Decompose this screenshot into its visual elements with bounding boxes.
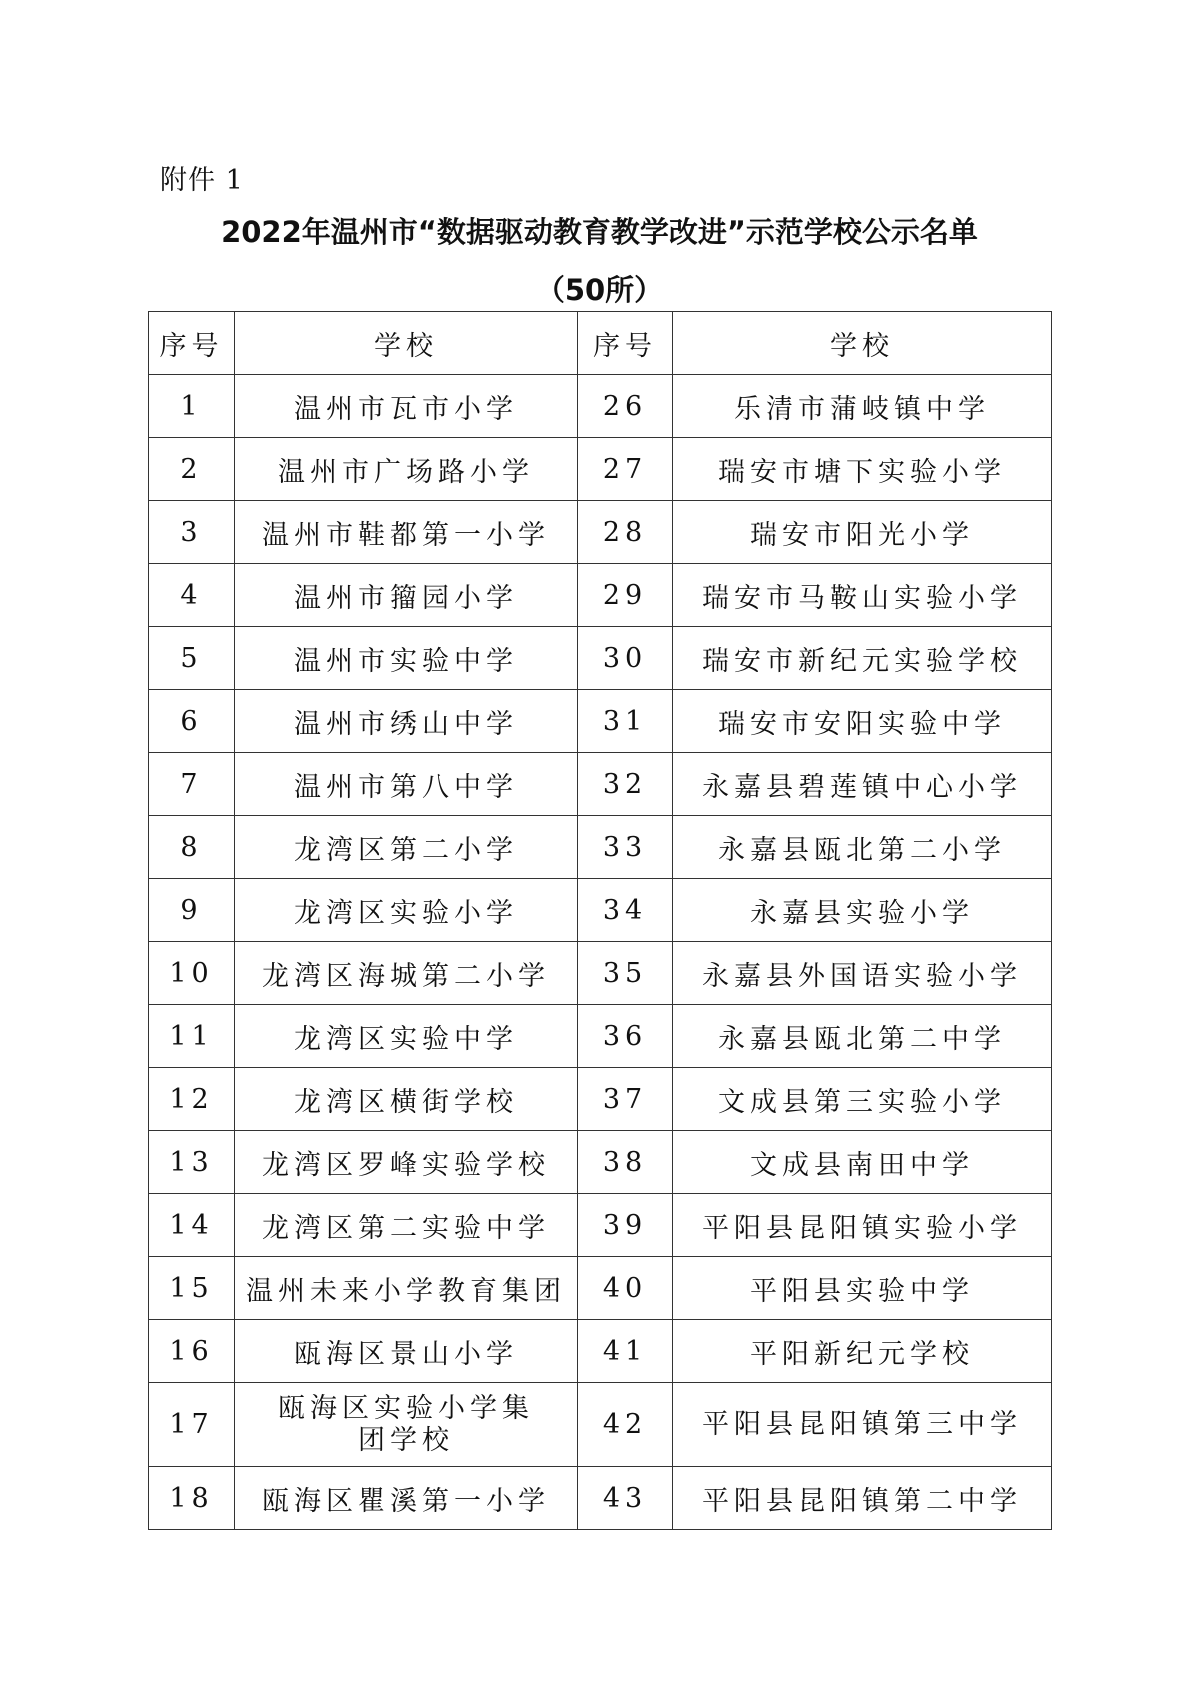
- school-name-left: 温州未来小学教育集团: [235, 1257, 578, 1320]
- school-name-right: 永嘉县外国语实验小学: [673, 942, 1052, 1005]
- school-name-left: 龙湾区第二小学: [235, 816, 578, 879]
- row-number-right: 33: [578, 816, 673, 879]
- row-number-right: 34: [578, 879, 673, 942]
- table-row: [149, 627, 1052, 690]
- row-number-right: 36: [578, 1005, 673, 1068]
- table-row: [149, 942, 1052, 1005]
- school-name-left: 龙湾区海城第二小学: [235, 942, 578, 1005]
- row-number-left: 17: [149, 1383, 235, 1467]
- table-row: [149, 1257, 1052, 1320]
- row-number-right: 29: [578, 564, 673, 627]
- document-subtitle: （50所）: [535, 273, 664, 307]
- school-name-left: 龙湾区实验小学: [235, 879, 578, 942]
- school-name-right: 永嘉县瓯北第二小学: [673, 816, 1052, 879]
- row-number-left: 16: [149, 1320, 235, 1383]
- row-number-right: 30: [578, 627, 673, 690]
- school-name-right: 文成县第三实验小学: [673, 1068, 1052, 1131]
- document-title: 2022年温州市“数据驱动教育教学改进”示范学校公示名单: [221, 215, 978, 249]
- row-number-left: 4: [149, 564, 235, 627]
- table-row: [149, 564, 1052, 627]
- table-row: [149, 879, 1052, 942]
- header-number-left: 序号: [149, 312, 235, 375]
- school-name-right: 平阳县昆阳镇实验小学: [673, 1194, 1052, 1257]
- school-list-table: [148, 311, 1052, 1530]
- school-name-right: 瑞安市新纪元实验学校: [673, 627, 1052, 690]
- row-number-left: 7: [149, 753, 235, 816]
- row-number-left: 9: [149, 879, 235, 942]
- school-name-left: 温州市鞋都第一小学: [235, 501, 578, 564]
- school-name-right: 平阳县实验中学: [673, 1257, 1052, 1320]
- row-number-right: 26: [578, 375, 673, 438]
- school-name-left: 温州市籀园小学: [235, 564, 578, 627]
- table-row: [149, 438, 1052, 501]
- row-number-right: 37: [578, 1068, 673, 1131]
- row-number-left: 15: [149, 1257, 235, 1320]
- school-name-right: 永嘉县实验小学: [673, 879, 1052, 942]
- school-name-left: 温州市第八中学: [235, 753, 578, 816]
- row-number-right: 41: [578, 1320, 673, 1383]
- row-number-right: 31: [578, 690, 673, 753]
- row-number-right: 32: [578, 753, 673, 816]
- table-row: [149, 375, 1052, 438]
- header-school-left: 学校: [235, 312, 578, 375]
- header-number-right: 序号: [578, 312, 673, 375]
- school-name-left: 温州市实验中学: [235, 627, 578, 690]
- row-number-left: 8: [149, 816, 235, 879]
- school-name-right: 永嘉县碧莲镇中心小学: [673, 753, 1052, 816]
- row-number-left: 3: [149, 501, 235, 564]
- school-name-left: 龙湾区横街学校: [235, 1068, 578, 1131]
- attachment-label: 附件 1: [160, 165, 244, 196]
- school-name-right: 乐清市蒲岐镇中学: [673, 375, 1052, 438]
- row-number-left: 13: [149, 1131, 235, 1194]
- table-row: [149, 1383, 1052, 1467]
- row-number-right: 27: [578, 438, 673, 501]
- row-number-right: 39: [578, 1194, 673, 1257]
- school-name-right: 平阳县昆阳镇第二中学: [673, 1467, 1052, 1530]
- school-name-left: 瓯海区瞿溪第一小学: [235, 1467, 578, 1530]
- school-name-right: 瑞安市安阳实验中学: [673, 690, 1052, 753]
- row-number-left: 12: [149, 1068, 235, 1131]
- table-row: [149, 816, 1052, 879]
- row-number-right: 35: [578, 942, 673, 1005]
- table-row: [149, 1194, 1052, 1257]
- table-row: [149, 690, 1052, 753]
- school-name-right: 瑞安市塘下实验小学: [673, 438, 1052, 501]
- row-number-left: 2: [149, 438, 235, 501]
- row-number-left: 6: [149, 690, 235, 753]
- school-name-right: 瑞安市马鞍山实验小学: [673, 564, 1052, 627]
- table-row: [149, 1068, 1052, 1131]
- school-name-left: 瓯海区实验小学集团学校: [235, 1383, 578, 1467]
- row-number-left: 14: [149, 1194, 235, 1257]
- row-number-left: 5: [149, 627, 235, 690]
- school-name-left: 瓯海区景山小学: [235, 1320, 578, 1383]
- row-number-left: 1: [149, 375, 235, 438]
- row-number-right: 43: [578, 1467, 673, 1530]
- school-name-left: 温州市广场路小学: [235, 438, 578, 501]
- table-row: [149, 753, 1052, 816]
- school-name-left: 温州市绣山中学: [235, 690, 578, 753]
- table-row: [149, 1320, 1052, 1383]
- table-row: [149, 1131, 1052, 1194]
- row-number-right: 40: [578, 1257, 673, 1320]
- table-header-row: [149, 312, 1052, 375]
- school-name-right: 平阳县昆阳镇第三中学: [673, 1383, 1052, 1467]
- school-name-left: 龙湾区罗峰实验学校: [235, 1131, 578, 1194]
- table-row: [149, 1467, 1052, 1530]
- row-number-right: 28: [578, 501, 673, 564]
- header-school-right: 学校: [673, 312, 1052, 375]
- school-name-left: 温州市瓦市小学: [235, 375, 578, 438]
- row-number-right: 38: [578, 1131, 673, 1194]
- school-name-right: 瑞安市阳光小学: [673, 501, 1052, 564]
- school-name-right: 文成县南田中学: [673, 1131, 1052, 1194]
- row-number-right: 42: [578, 1383, 673, 1467]
- school-name-left: 龙湾区实验中学: [235, 1005, 578, 1068]
- table-row: [149, 501, 1052, 564]
- row-number-left: 18: [149, 1467, 235, 1530]
- school-name-left: 龙湾区第二实验中学: [235, 1194, 578, 1257]
- table-row: [149, 1005, 1052, 1068]
- school-name-right: 永嘉县瓯北第二中学: [673, 1005, 1052, 1068]
- row-number-left: 10: [149, 942, 235, 1005]
- school-name-right: 平阳新纪元学校: [673, 1320, 1052, 1383]
- row-number-left: 11: [149, 1005, 235, 1068]
